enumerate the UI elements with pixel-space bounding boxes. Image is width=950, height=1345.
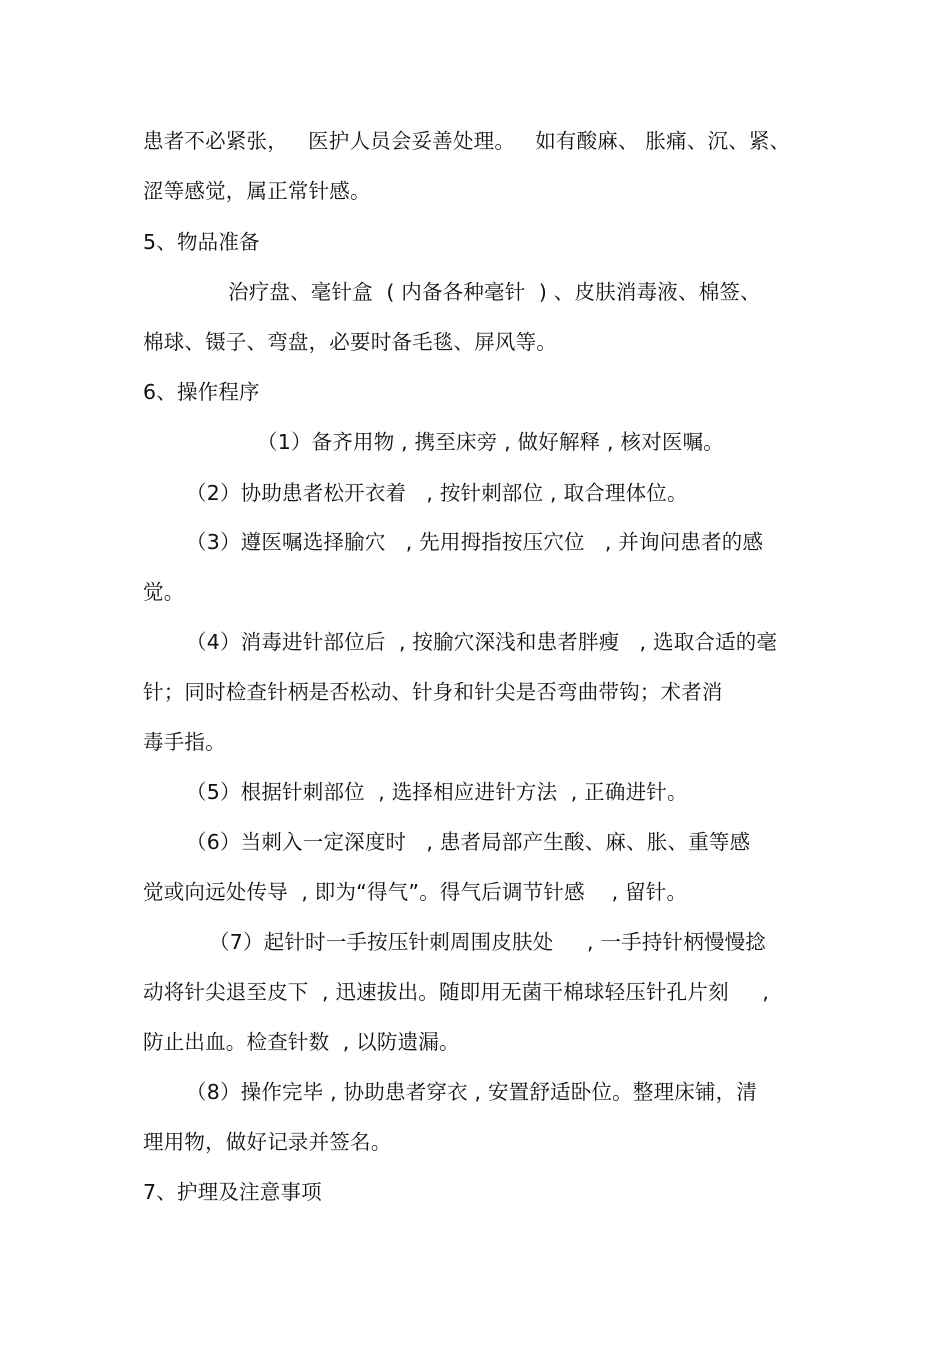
- step-2: （2）协助患者松开衣着 , 按针刺部位 , 取合理体位。: [186, 481, 688, 505]
- step-8-continued: 理用物，做好记录并签名。: [143, 1130, 392, 1154]
- step-4: （4）消毒进针部位后 , 按腧穴深浅和患者胖瘦 , 选取合适的毫: [186, 630, 778, 654]
- step-5: （5）根据针刺部位 , 选择相应进针方法 , 正确进针。: [186, 780, 688, 804]
- section-heading-7: 7、护理及注意事项: [143, 1180, 322, 1204]
- step-8: （8）操作完毕 , 协助患者穿衣 , 安置舒适卧位。整理床铺，清: [186, 1080, 758, 1104]
- step-3: （3）遵医嘱选择腧穴 , 先用拇指按压穴位 , 并询问患者的感: [186, 530, 764, 554]
- text-line-1: 患者不必紧张， 医护人员会妥善处理。 如有酸麻、 胀痛、沉、紧、: [143, 129, 791, 153]
- text-line-4: 治疗盘、毫针盒 ( 内备各种毫针 ) 、皮肤消毒液、棉签、: [228, 280, 761, 304]
- section-heading-6: 6、操作程序: [143, 380, 260, 404]
- section-heading-5: 5、物品准备: [143, 230, 260, 254]
- step-1: （1）备齐用物 , 携至床旁 , 做好解释 , 核对医嘱。: [257, 430, 724, 454]
- step-3-continued: 觉。: [143, 580, 185, 604]
- step-4-continued-2: 毒手指。: [143, 730, 226, 754]
- text-line-5: 棉球、镊子、弯盘，必要时备毛毯、屏风等。: [143, 330, 557, 354]
- step-6-continued: 觉或向远处传导 , 即为“得气”。得气后调节针感 , 留针。: [143, 880, 688, 904]
- text-line-2: 涩等感觉，属正常针感。: [143, 179, 371, 203]
- step-4-continued: 针；同时检查针柄是否松动、针身和针尖是否弯曲带钩；术者消: [143, 680, 723, 704]
- step-7-continued: 动将针尖退至皮下 , 迅速拔出。随即用无菌干棉球轻压针孔片刻 ,: [143, 980, 770, 1004]
- step-7-continued-2: 防止出血。检查针数 , 以防遗漏。: [143, 1030, 460, 1054]
- step-7: （7）起针时一手按压针刺周围皮肤处 , 一手持针柄慢慢捻: [209, 930, 767, 954]
- step-6: （6）当刺入一定深度时 , 患者局部产生酸、麻、胀、重等感: [186, 830, 751, 854]
